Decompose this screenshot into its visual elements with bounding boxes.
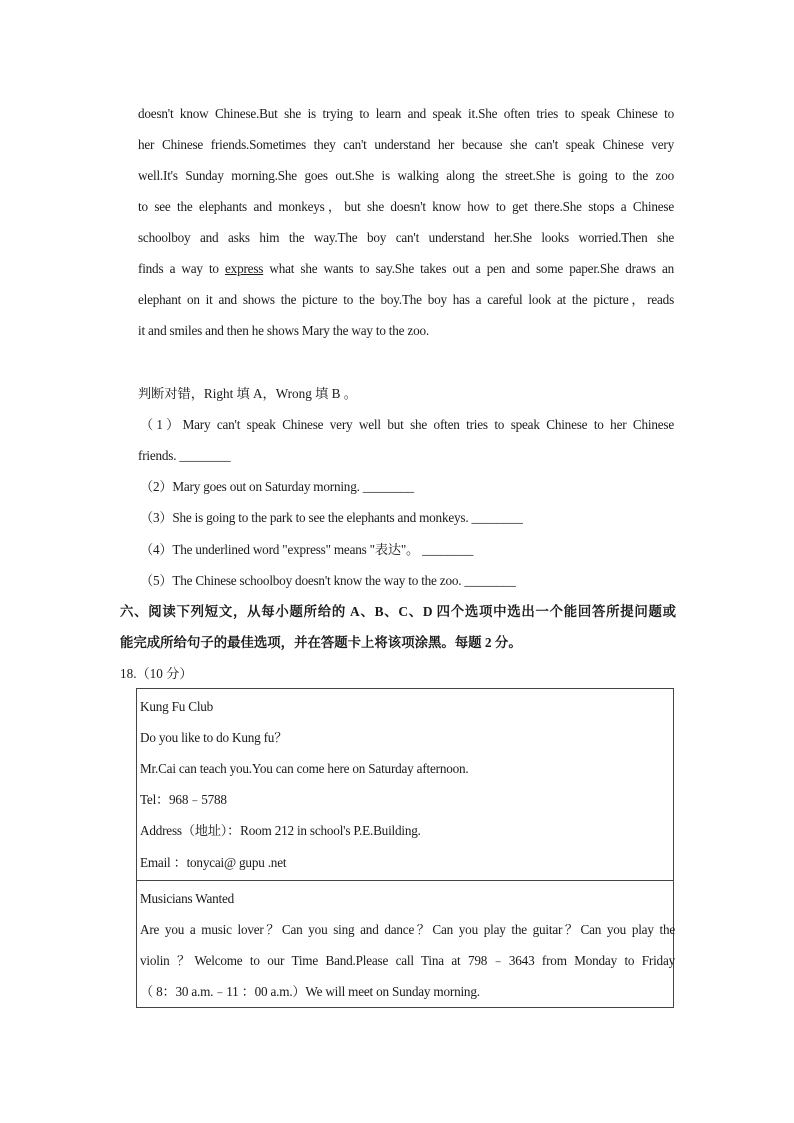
ad-title: Kung Fu Club — [140, 699, 214, 714]
question-1-continued: friends. ________ — [138, 448, 231, 463]
true-false-instruction: 判断对错，Right 填 A，Wrong 填 B 。 — [138, 386, 357, 401]
section-6-heading: 六、阅读下列短文，从每小题所给的 A、B、C、D 四个选项中选出一个能回答所提问题或 — [120, 604, 676, 619]
passage-line: elephant on it and shows the picture to the boy.The boy has a careful look at the picture，reads — [138, 292, 674, 307]
ad-line: Are you a music lover？Can you sing and dance？Can you play the guitar？Can you play the — [140, 922, 675, 937]
passage-line-with-underline — [138, 253, 674, 284]
ad-line: Do you like to do Kung fu？ — [140, 730, 288, 745]
reading-passage — [138, 98, 674, 346]
ad-address: Address（地址）：Room 212 in school's P.E.Building. — [140, 823, 421, 838]
passage-line: doesn't know Chinese.But she is trying to learn and speak it.She often tries to speak Chinese to — [138, 106, 674, 121]
question-4: （4）The underlined word "express" means "表达"。 ________ — [140, 542, 474, 557]
ad-title: Musicians Wanted — [140, 891, 235, 906]
section-6-heading-continued: 能完成所给句子的最佳选项，并在答题卡上将该项涂黑。每题 2 分。 — [120, 635, 522, 650]
ad-line: violin ？Welcome to our Time Band.Please call Tina at 798﹣3643 from Monday to Friday — [140, 953, 675, 968]
ad-line: Mr.Cai can teach you.You can come here on Saturday afternoon. — [140, 761, 469, 776]
kung-fu-club-ad — [136, 688, 674, 881]
question-5: （5）The Chinese schoolboy doesn't know the way to the zoo. ________ — [140, 573, 516, 588]
underlined-word-express: express — [225, 261, 264, 276]
passage-line: well.It's Sunday morning.She goes out.She is walking along the street.She is going to the zoo — [138, 168, 674, 183]
musicians-wanted-ad — [136, 880, 674, 1008]
ad-line: （ 8：30 a.m.﹣11 ：00 a.m.）We will meet on Sunday morning. — [140, 984, 480, 999]
passage-line: it and smiles and then he shows Mary the way to the zoo. — [138, 323, 429, 338]
ad-email: Email ：tonycai@ gupu .net — [140, 855, 287, 870]
question-number: 18.（10 分） — [120, 666, 193, 681]
passage-text: finds a way to — [138, 261, 226, 276]
passage-line: schoolboy and asks him the way.The boy can't understand her.She looks worried.Then she — [138, 230, 674, 245]
passage-line: to see the elephants and monkeys，but she doesn't know how to get there.She stops a Chinese — [138, 199, 674, 214]
question-1: （1）Mary can't speak Chinese very well but she often tries to speak Chinese to her Chinese — [140, 417, 674, 432]
passage-text: what she wants to say.She takes out a pen and some paper.She draws an — [263, 261, 674, 276]
passage-line: her Chinese friends.Sometimes they can't understand her because she can't speak Chinese very — [138, 137, 674, 152]
ad-phone: Tel：968﹣5788 — [140, 792, 227, 807]
question-2: （2）Mary goes out on Saturday morning. ________ — [140, 479, 414, 494]
question-3: （3）She is going to the park to see the elephants and monkeys. ________ — [140, 510, 523, 525]
